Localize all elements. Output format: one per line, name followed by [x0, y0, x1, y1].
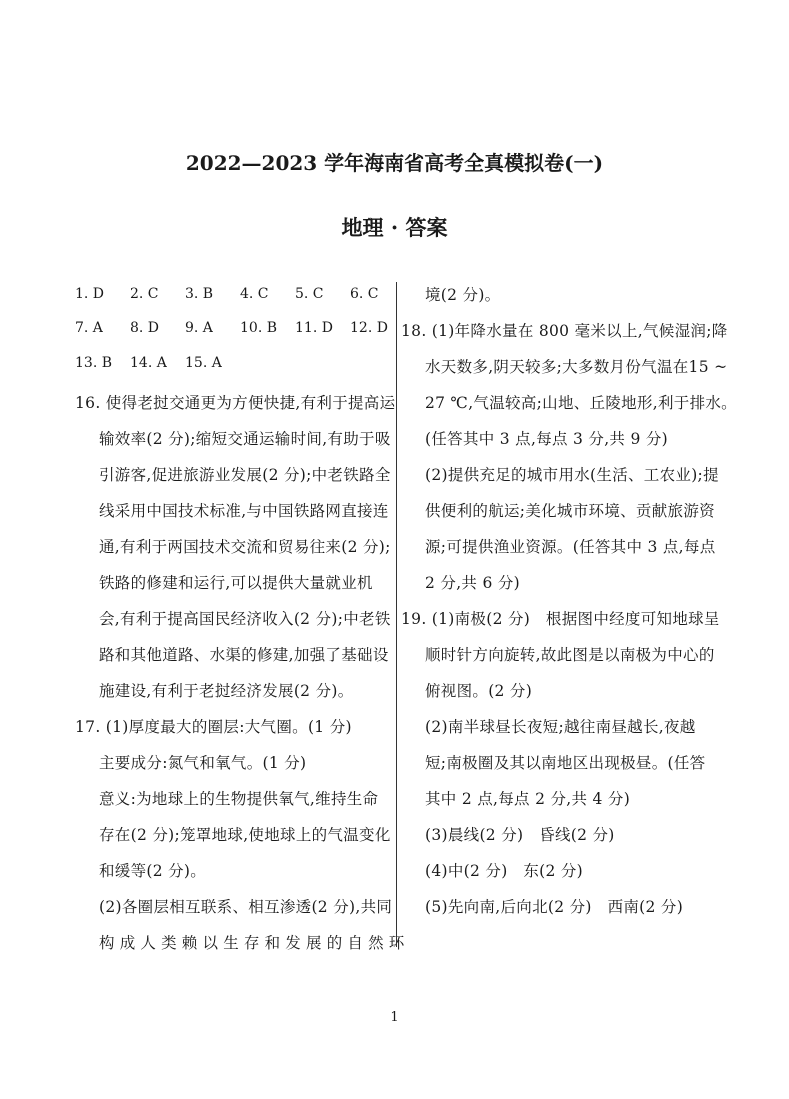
- answer-line: 供便利的航运;美化城市环境、贡献旅游资: [425, 502, 715, 520]
- mc-answer: 1. D: [75, 286, 105, 302]
- answer-line: 会,有利于提高国民经济收入(2 分);中老铁: [99, 610, 391, 628]
- answer-line: 存在(2 分);笼罩地球,使地球上的气温变化: [99, 826, 391, 844]
- mc-answer: 14. A: [130, 355, 167, 371]
- answer-line: 输效率(2 分);缩短交通运输时间,有助于吸: [99, 430, 391, 448]
- answer-line: 线采用中国技术标准,与中国铁路网直接连: [99, 502, 389, 520]
- answer-line: (任答其中 3 点,每点 3 分,共 9 分): [425, 430, 668, 448]
- answer-line: 其中 2 点,每点 2 分,共 4 分): [425, 790, 631, 808]
- answer-line: 2 分,共 6 分): [425, 574, 520, 592]
- answer-line: 源;可提供渔业资源。(任答其中 3 点,每点: [425, 538, 716, 556]
- mc-answer: 5. C: [295, 286, 324, 302]
- mc-answer: 9. A: [185, 320, 213, 336]
- answer-line: 引游客,促进旅游业发展(2 分);中老铁路全: [99, 466, 391, 484]
- answer-line: 主要成分:氮气和氧气。(1 分): [99, 754, 307, 772]
- answer-line: 境(2 分)。: [425, 286, 501, 304]
- answer-line: 19. (1)南极(2 分) 根据图中经度可知地球呈: [401, 610, 720, 628]
- mc-answer: 7. A: [75, 320, 103, 336]
- answer-line: 27 ℃,气温较高;山地、丘陵地形,利于排水。: [425, 394, 737, 412]
- answer-line: 和缓等(2 分)。: [99, 862, 207, 880]
- answer-line: (3)晨线(2 分) 昏线(2 分): [425, 826, 615, 844]
- answer-line: 17. (1)厚度最大的圈层:大气圈。(1 分): [75, 718, 352, 736]
- mc-answer: 13. B: [75, 355, 113, 371]
- mc-answer: 4. C: [240, 286, 269, 302]
- answer-line: 水天数多,阴天较多;大多数月份气温在15 ~: [425, 358, 728, 376]
- answer-line: 构成人类赖以生存和发展的自然环: [99, 934, 410, 952]
- mc-answer: 3. B: [185, 286, 214, 302]
- answer-line: 俯视图。(2 分): [425, 682, 533, 700]
- answer-line: 铁路的修建和运行,可以提供大量就业机: [99, 574, 373, 592]
- answer-line: 通,有利于两国技术交流和贸易往来(2 分);: [99, 538, 391, 556]
- answer-line: (5)先向南,后向北(2 分) 西南(2 分): [425, 898, 684, 916]
- column-divider: [396, 282, 397, 947]
- page-number: 1: [390, 1010, 399, 1025]
- page-title: 2022—2023 学年海南省高考全真模拟卷(一): [185, 151, 604, 175]
- answer-line: (2)南半球昼长夜短;越往南昼越长,夜越: [425, 718, 696, 736]
- answer-line: 路和其他道路、水渠的修建,加强了基础设: [99, 646, 389, 664]
- mc-answer: 15. A: [185, 355, 222, 371]
- mc-answer: 8. D: [130, 320, 160, 336]
- answer-line: 18. (1)年降水量在 800 毫米以上,气候湿润;降: [401, 322, 728, 340]
- answer-line: 16. 使得老挝交通更为方便快捷,有利于提高运: [75, 394, 396, 412]
- mc-answer: 10. B: [240, 320, 278, 336]
- mc-answer: 6. C: [350, 286, 379, 302]
- mc-answer: 11. D: [295, 320, 333, 336]
- answer-line: 顺时针方向旋转,故此图是以南极为中心的: [425, 646, 715, 664]
- answer-line: (4)中(2 分) 东(2 分): [425, 862, 584, 880]
- mc-answer: 2. C: [130, 286, 159, 302]
- mc-answer: 12. D: [350, 320, 388, 336]
- answer-line: 意义:为地球上的生物提供氧气,维持生命: [99, 790, 379, 808]
- answer-line: 施建设,有利于老挝经济发展(2 分)。: [99, 682, 354, 700]
- page-subtitle: 地理 · 答案: [341, 215, 448, 240]
- answer-line: 短;南极圈及其以南地区出现极昼。(任答: [425, 754, 706, 772]
- answer-line: (2)各圈层相互联系、相互渗透(2 分),共同: [99, 898, 393, 916]
- answer-line: (2)提供充足的城市用水(生活、工农业);提: [425, 466, 719, 484]
